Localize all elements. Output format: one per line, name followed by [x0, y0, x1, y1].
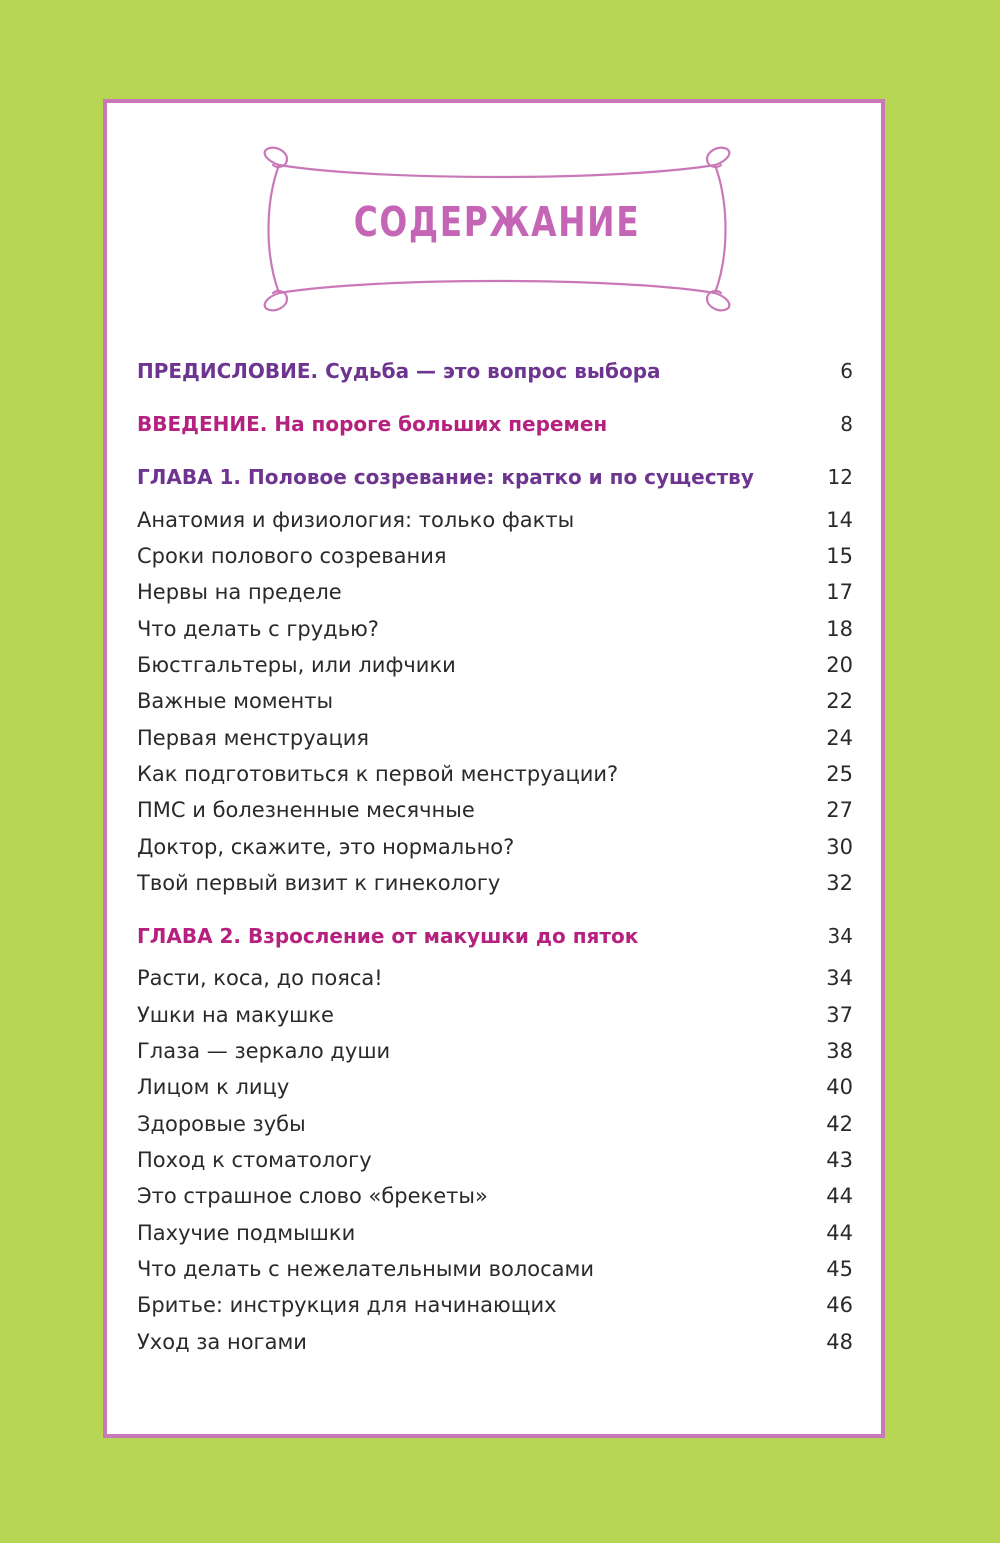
toc-entry	[137, 1036, 853, 1066]
toc-entry-text: Расти, коса, до пояса!	[137, 966, 389, 990]
toc-page-number: 43	[826, 1148, 853, 1172]
toc-entry-label	[137, 356, 793, 386]
toc-page-number: 32	[826, 871, 853, 895]
toc-entry	[137, 1290, 853, 1320]
toc-entry-text: Сроки полового созревания	[137, 544, 453, 568]
toc-entry-label	[137, 832, 793, 862]
toc-entry-text: Что делать с грудью?	[137, 617, 385, 641]
toc-entry-text: Поход к стоматологу	[137, 1148, 378, 1172]
toc-entry-text: Важные моменты	[137, 689, 339, 713]
toc-page-number: 44	[826, 1184, 853, 1208]
toc-entry-label	[137, 1036, 793, 1066]
toc-entry-label	[137, 1109, 793, 1139]
toc-heading	[137, 409, 853, 439]
toc-heading	[137, 921, 853, 951]
toc-entry-label	[137, 868, 793, 898]
toc-entry-text: ВВЕДЕНИЕ. На пороге больших перемен	[137, 412, 613, 436]
toc-page-number: 27	[826, 798, 853, 822]
toc-entry	[137, 650, 853, 680]
toc-entry-label	[137, 614, 793, 644]
toc-entry-text: Что делать с нежелательными волосами	[137, 1257, 600, 1281]
toc-page-number: 42	[826, 1112, 853, 1136]
toc-entry-text: Это страшное слово «брекеты»	[137, 1184, 494, 1208]
toc-entry	[137, 1327, 853, 1357]
title-banner	[257, 143, 737, 313]
toc-page-number: 15	[826, 544, 853, 568]
toc-entry	[137, 963, 853, 993]
toc-entry	[137, 1145, 853, 1175]
toc-entry-label	[137, 1218, 793, 1248]
toc-entry-label	[137, 963, 793, 993]
toc-entry	[137, 1000, 853, 1030]
toc-entry-text: Глаза — зеркало души	[137, 1039, 396, 1063]
toc-entry-text: Доктор, скажите, это нормально?	[137, 835, 520, 859]
toc-entry-text: ГЛАВА 2. Взросление от макушки до пяток	[137, 924, 644, 948]
toc-entry-label	[137, 462, 793, 492]
toc-entry-label	[137, 650, 793, 680]
toc-entry-label	[137, 1254, 793, 1284]
toc-entry-label	[137, 409, 793, 439]
toc-entry-label	[137, 795, 793, 825]
toc-entry-label	[137, 759, 793, 789]
toc-page-number: 45	[826, 1257, 853, 1281]
toc-entry-label	[137, 1327, 793, 1357]
toc-page-number: 24	[826, 726, 853, 750]
toc-entry-label	[137, 686, 793, 716]
toc-entry-label	[137, 1145, 793, 1175]
toc-heading	[137, 356, 853, 386]
toc-page-number: 14	[826, 508, 853, 532]
toc-entry-text: Бюстгальтеры, или лифчики	[137, 653, 462, 677]
toc-entry-text: Нервы на пределе	[137, 580, 348, 604]
toc-entry-label	[137, 541, 793, 571]
toc-entry-text: Лицом к лицу	[137, 1075, 295, 1099]
toc-page-number: 46	[826, 1293, 853, 1317]
toc-entry-text: ПМС и болезненные месячные	[137, 798, 481, 822]
toc-entry	[137, 832, 853, 862]
toc-entry	[137, 795, 853, 825]
toc-page-number: 17	[826, 580, 853, 604]
toc-page-number: 8	[840, 412, 853, 436]
toc-entry	[137, 1072, 853, 1102]
toc-page-number: 48	[826, 1330, 853, 1354]
toc-entry	[137, 505, 853, 535]
toc-entry-label	[137, 1290, 793, 1320]
toc-entry-label	[137, 1000, 793, 1030]
toc-entry-label	[137, 921, 793, 951]
toc-page-number: 20	[826, 653, 853, 677]
toc-entry	[137, 1218, 853, 1248]
toc-entry	[137, 1181, 853, 1211]
toc-page-number: 30	[826, 835, 853, 859]
toc-page-number: 25	[826, 762, 853, 786]
toc-entry-label	[137, 723, 793, 753]
toc-entry	[137, 541, 853, 571]
toc-entry-text: Бритье: инструкция для начинающих	[137, 1293, 563, 1317]
toc-entry	[137, 1254, 853, 1284]
toc-heading	[137, 462, 853, 492]
toc-entry-text: Твой первый визит к гинекологу	[137, 871, 506, 895]
toc-page-number: 40	[826, 1075, 853, 1099]
toc-entry-label	[137, 1072, 793, 1102]
toc-page-number: 6	[840, 359, 853, 383]
toc-page-number: 22	[826, 689, 853, 713]
contents-page	[103, 99, 885, 1438]
toc-entry-text: ГЛАВА 1. Половое созревание: кратко и по существу	[137, 465, 760, 489]
toc-entry-label	[137, 505, 793, 535]
toc-entry-text: ПРЕДИСЛОВИЕ. Судьба — это вопрос выбора	[137, 359, 667, 383]
toc-entry	[137, 1109, 853, 1139]
toc-page-number: 44	[826, 1221, 853, 1245]
toc-entry	[137, 723, 853, 753]
toc-entry-text: Ушки на макушке	[137, 1003, 340, 1027]
toc-page-number: 37	[826, 1003, 853, 1027]
toc-entry	[137, 614, 853, 644]
toc-entry	[137, 577, 853, 607]
toc-entry	[137, 759, 853, 789]
contents-title: СОДЕРЖАНИЕ	[353, 198, 641, 246]
toc-entry-text: Анатомия и физиология: только факты	[137, 508, 580, 532]
toc-page-number: 12	[827, 465, 853, 489]
toc-page-number: 38	[826, 1039, 853, 1063]
toc-entry-text: Пахучие подмышки	[137, 1221, 361, 1245]
toc-entry-label	[137, 577, 793, 607]
toc-entry-text: Первая менструация	[137, 726, 375, 750]
toc-page-number: 34	[826, 966, 853, 990]
toc-entry-text: Здоровые зубы	[137, 1112, 312, 1136]
toc-page-number: 34	[827, 924, 853, 948]
toc-entry-text: Уход за ногами	[137, 1330, 313, 1354]
toc-entry-text: Как подготовиться к первой менструации?	[137, 762, 624, 786]
toc-entry-label	[137, 1181, 793, 1211]
toc-entry	[137, 868, 853, 898]
toc-page-number: 18	[826, 617, 853, 641]
toc-entry	[137, 686, 853, 716]
